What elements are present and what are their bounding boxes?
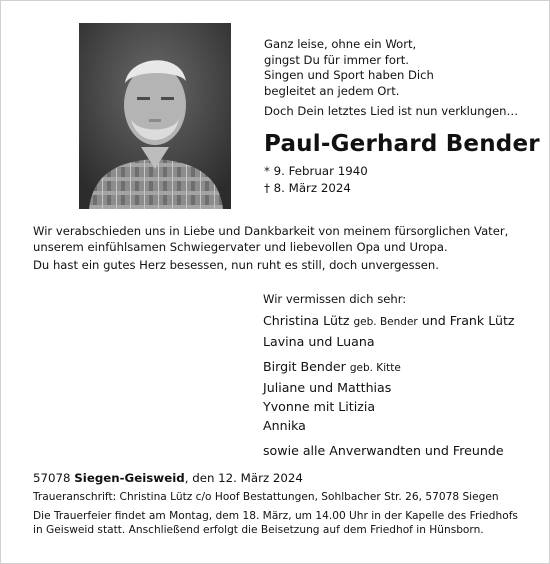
mourner-line: Yvonne mit Litizia — [263, 399, 376, 414]
mourner-name: Christina Lütz — [263, 313, 350, 328]
notice-footer — [33, 471, 518, 537]
poem — [264, 37, 518, 120]
funeral-info-line: Die Trauerfeier findet am Montag, dem 18. März, um 14.00 Uhr in der Kapelle des Friedhofs — [33, 510, 518, 522]
poem-line: Ganz leise, ohne ein Wort, — [264, 37, 417, 51]
maiden-name: geb. Bender — [353, 316, 418, 328]
mourner-line — [263, 311, 515, 332]
birth-date: * 9. Februar 1940 — [264, 164, 368, 178]
poem-closing: Doch Dein letztes Lied ist nun verklungen… — [264, 104, 519, 119]
city: Siegen-Geisweid — [74, 471, 185, 485]
poem-line: begleitet an jedem Ort. — [264, 83, 400, 98]
deceased-name: Paul-Gerhard Bender — [264, 131, 540, 157]
mourner-line: Annika — [263, 418, 306, 433]
mourner-name: Birgit Bender — [263, 359, 346, 374]
poem-line: Singen und Sport haben Dich — [264, 68, 434, 83]
portrait-image-icon — [79, 23, 231, 209]
farewell-text — [33, 224, 533, 274]
funeral-info — [33, 509, 518, 537]
maiden-name: geb. Kitte — [349, 362, 401, 374]
mourners-closing: sowie alle Anverwandten und Freunde — [263, 443, 504, 458]
place-date — [33, 471, 518, 486]
funeral-info-line: in Geisweid statt. Anschließend erfolgt die Beisetzung auf dem Friedhof in Hünsborn. — [33, 524, 484, 536]
death-date: † 8. März 2024 — [264, 180, 351, 195]
farewell-paragraph: Du hast ein gutes Herz besessen, nun ruht es still, doch unvergessen. — [33, 258, 439, 272]
mourner-line — [263, 357, 515, 378]
farewell-paragraph: Wir verabschieden uns in Liebe und Dankbarkeit von meinem fürsorglichen Vater, unserem einfühlsamen Schwiegervater und liebevollen Opa und Uropa. — [33, 224, 509, 254]
life-dates — [264, 163, 368, 196]
mourners-lead: Wir vermissen dich sehr: — [263, 292, 407, 306]
mourner-line: Juliane und Matthias — [263, 380, 392, 395]
mourner-line: Lavina und Luana — [263, 334, 375, 349]
portrait-photo — [79, 23, 231, 209]
mourning-address: Traueranschrift: Christina Lütz c/o Hoof Bestattungen, Sohlbacher Str. 26, 57078 Siegen — [33, 491, 499, 503]
notice-date: , den 12. März 2024 — [184, 471, 303, 485]
mourners-list — [263, 290, 515, 460]
poem-line: gingst Du für immer fort. — [264, 52, 409, 67]
zip-code: 57078 — [33, 471, 71, 485]
mourner-name: und Frank Lütz — [421, 313, 515, 328]
